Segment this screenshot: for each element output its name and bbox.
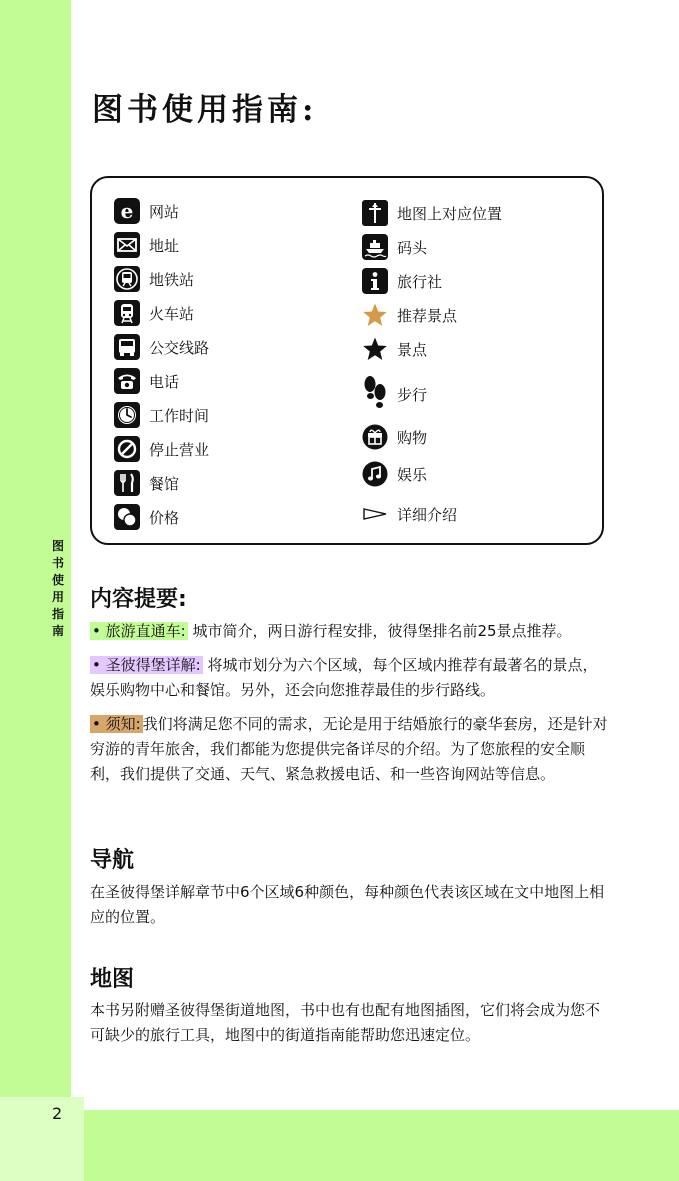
legend-label: 公交线路	[149, 338, 210, 357]
legend-label: 步行	[397, 385, 428, 404]
star-icon	[362, 336, 388, 362]
info-icon	[362, 268, 388, 294]
envelope-icon	[114, 232, 140, 258]
summary-tag: • 须知:	[92, 715, 141, 733]
map-text: 本书另附赠圣彼得堡街道地图，书中也有也配有地图插图，它们将会成为您不可缺少的旅行工具，地图中的街道指南能帮助您迅速定位。	[90, 1001, 601, 1044]
triangle-arrow-icon	[362, 501, 388, 527]
legend-label: 景点	[397, 340, 428, 359]
star-recommended-icon	[362, 302, 388, 328]
svg-text:e: e	[120, 199, 134, 223]
map-pin-icon	[362, 200, 388, 226]
navigation-title: 导航	[90, 848, 135, 873]
legend-item-website	[114, 198, 179, 224]
legend-label: 电话	[149, 372, 180, 391]
bus-icon	[114, 334, 140, 360]
legend-item-phone	[114, 368, 179, 394]
train-icon	[114, 300, 140, 326]
legend-item-pier	[362, 234, 427, 260]
icon-legend-box	[90, 176, 604, 545]
legend-label: 购物	[397, 428, 428, 447]
summary-tag: • 旅游直通车:	[92, 622, 186, 640]
legend-item-bus	[114, 334, 209, 360]
closed-icon	[114, 436, 140, 462]
legend-item-train	[114, 300, 194, 326]
legend-item-shopping	[362, 424, 427, 450]
legend-label: 餐馆	[149, 474, 180, 493]
navigation-text: 在圣彼得堡详解章节中6个区域6种颜色，每种颜色代表该区域在文中地图上相应的位置。	[90, 883, 605, 926]
e-web-icon	[114, 198, 140, 224]
side-section-label	[50, 538, 66, 640]
summary-item	[90, 653, 610, 703]
map-title: 地图	[90, 967, 135, 992]
summary-text: 将城市划分为六个区域，每个区域内推荐有最著名的景点，娱乐购物中心和餐馆。另外，还会向您推荐最佳的步行路线。	[90, 656, 598, 699]
legend-item-hours	[114, 402, 209, 428]
footprints-icon	[362, 374, 388, 414]
ferry-icon	[362, 234, 388, 260]
price-icon	[114, 504, 140, 530]
legend-item-sight	[362, 336, 427, 362]
legend-item-walking	[362, 374, 427, 414]
side-label-text: 图书使用指南	[51, 539, 64, 638]
legend-item-travel-agency	[362, 268, 442, 294]
legend-label: 火车站	[149, 304, 195, 323]
page-number-box	[0, 1097, 84, 1181]
legend-label: 地址	[149, 236, 180, 255]
summary-item	[90, 619, 610, 644]
page-number: 2	[52, 1104, 63, 1123]
legend-label: 价格	[149, 508, 180, 527]
legend-label: 码头	[397, 238, 428, 257]
legend-item-entertainment	[362, 461, 427, 487]
legend-item-price	[114, 504, 179, 530]
restaurant-icon	[114, 470, 140, 496]
legend-label: 娱乐	[397, 465, 428, 484]
legend-item-subway	[114, 266, 194, 292]
legend-item-recommended-sight	[362, 302, 457, 328]
legend-item-map-location	[362, 200, 502, 226]
legend-item-closed	[114, 436, 209, 462]
legend-item-details	[362, 501, 457, 527]
legend-label: 地铁站	[149, 270, 195, 289]
legend-item-address	[114, 232, 179, 258]
legend-item-restaurant	[114, 470, 179, 496]
summary-text: 城市简介，两日游行程安排，彼得堡排名前25景点推荐。	[187, 622, 572, 640]
subway-icon	[114, 266, 140, 292]
clock-icon	[114, 402, 140, 428]
legend-label: 旅行社	[397, 272, 443, 291]
legend-label: 地图上对应位置	[397, 204, 503, 223]
page-title: 图书使用指南:	[92, 92, 318, 128]
gift-icon	[362, 424, 388, 450]
legend-label: 网站	[149, 202, 180, 221]
summary-text: 我们将满足您不同的需求，无论是用于结婚旅行的豪华套房，还是针对穷游的青年旅舍，我们都能为您提供完备详尽的介绍。为了您旅程的安全顺利，我们提供了交通、天气、紧急救援电话、和一些咨询网站等信息。	[90, 715, 608, 783]
summary-item	[90, 712, 610, 787]
telephone-icon	[114, 368, 140, 394]
legend-label: 停止营业	[149, 440, 210, 459]
summary-tag: • 圣彼得堡详解:	[92, 656, 201, 674]
summary-title: 内容提要:	[90, 587, 187, 612]
music-icon	[362, 461, 388, 487]
bottom-color-bar	[84, 1110, 679, 1181]
legend-label: 详细介绍	[397, 505, 458, 524]
legend-label: 工作时间	[149, 406, 210, 425]
legend-label: 推荐景点	[397, 306, 458, 325]
